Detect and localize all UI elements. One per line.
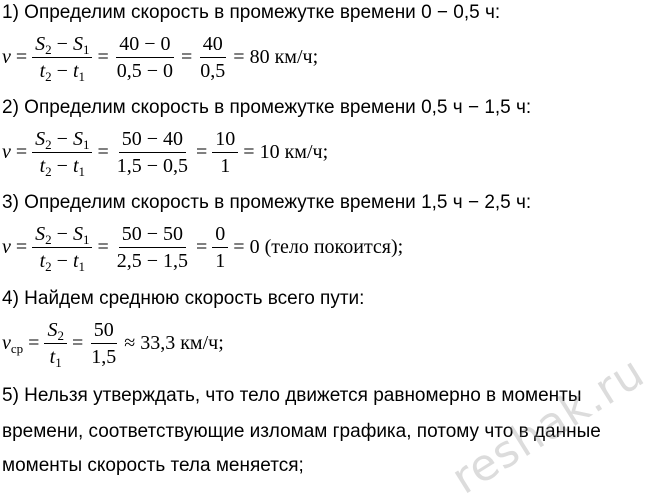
simplified-fraction: $\frac{10}{1}$ xyxy=(212,126,238,179)
simplified-fraction: $\frac{0}{1}$ xyxy=(212,221,228,274)
equals-sign: = xyxy=(15,236,28,258)
step-1-result: = 80 км/ч; xyxy=(233,46,319,68)
average-general-fraction: $\frac{S_2}{t_1}$ xyxy=(44,317,67,370)
step-2-result: = 10 км/ч; xyxy=(243,141,329,163)
step-1-heading: 1) Определим скорость в промежутке времени 0 − 0,5 ч: xyxy=(2,2,501,23)
numeric-fraction: $\frac{50 - 50}{2,5 - 1,5}$ xyxy=(116,223,189,272)
step-3-result: = 0 (тело покоится); xyxy=(233,236,404,258)
conclusion-line-3: моменты скорость тела меняется; xyxy=(2,455,304,476)
velocity-symbol: v xyxy=(2,141,11,163)
watermark-text: reshak.ru xyxy=(442,346,654,504)
step-3-heading: 3) Определим скорость в промежутке времени 1,5 ч − 2,5 ч: xyxy=(2,192,532,213)
equals-sign: = xyxy=(28,332,40,354)
numeric-fraction: $\frac{40 - 0}{0,5 - 0}$ xyxy=(116,33,174,82)
average-speed-equation xyxy=(2,317,229,370)
step-4-heading: 4) Найдем среднюю скорость всего пути: xyxy=(2,288,365,309)
equals-sign: = xyxy=(196,236,208,258)
velocity-symbol: v xyxy=(2,46,11,68)
step-3-equation xyxy=(2,221,408,274)
equals-sign: = xyxy=(15,46,28,68)
equals-sign: = xyxy=(196,141,208,163)
equals-sign: = xyxy=(15,141,28,163)
equals-sign: = xyxy=(97,141,109,163)
general-velocity-fraction: $\frac{S_2 - S_1}{t_2 - t_1}$ xyxy=(32,31,92,84)
general-velocity-fraction: $\frac{S_2 - S_1}{t_2 - t_1}$ xyxy=(32,126,92,179)
average-numeric-fraction: $\frac{50}{1,5}$ xyxy=(91,319,117,368)
step-1-equation xyxy=(2,31,323,84)
general-velocity-fraction: $\frac{S_2 - S_1}{t_2 - t_1}$ xyxy=(32,221,92,274)
step-2-equation xyxy=(2,126,333,179)
equals-sign: = xyxy=(97,46,109,68)
simplified-fraction: $\frac{40}{0,5}$ xyxy=(200,33,226,82)
equals-sign: = xyxy=(97,236,109,258)
average-velocity-symbol: $v_{ср}$ xyxy=(2,332,24,356)
velocity-symbol: v xyxy=(2,236,11,258)
conclusion-line-1: 5) Нельзя утверждать, что тело движется равномерно в моменты xyxy=(2,385,582,406)
equals-sign: = xyxy=(71,332,84,354)
numeric-fraction: $\frac{50 - 40}{1,5 - 0,5}$ xyxy=(116,128,189,177)
step-2-heading: 2) Определим скорость в промежутке времени 0,5 ч − 1,5 ч: xyxy=(2,97,532,118)
average-result: ≈ 33,3 км/ч; xyxy=(124,332,224,354)
equals-sign: = xyxy=(181,46,193,68)
conclusion-line-2: времени, соответствующие изломам графика, потому что в данные xyxy=(2,421,601,442)
